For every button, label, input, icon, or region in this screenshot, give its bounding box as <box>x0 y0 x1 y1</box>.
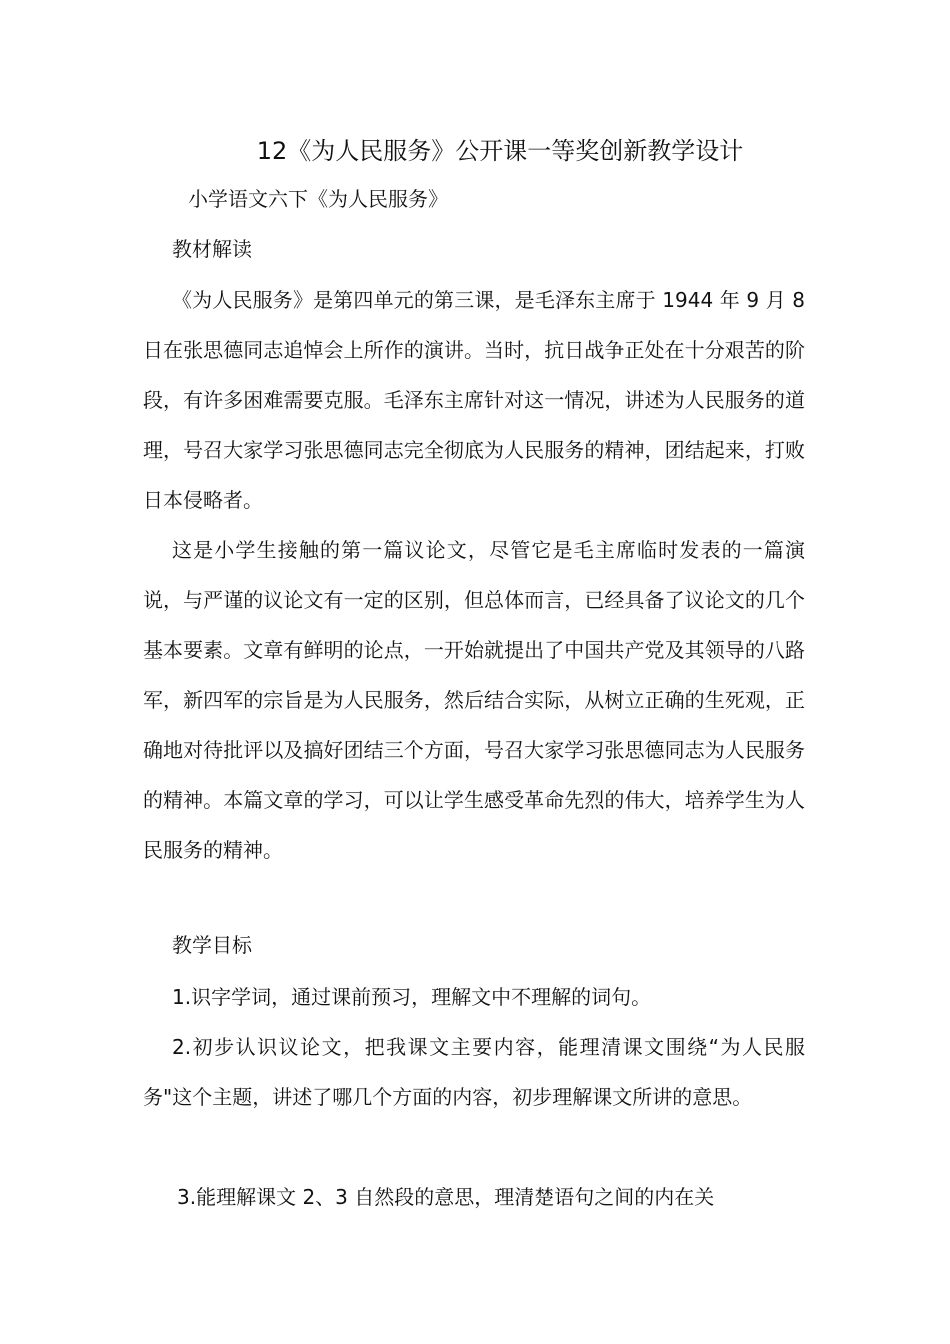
document-subtitle: 小学语文六下《为人民服务》 <box>188 187 448 211</box>
goal-item-2: 2.初步认识议论文，把我课文主要内容，能理清课文围绕“为人民服务"这个主题，讲述了哪几个方面的内容，初步理解课文所讲的意思。 <box>143 1035 805 1109</box>
material-paragraph-1: 《为人民服务》是第四单元的第三课，是毛泽东主席于 1944 年 9 月 8 日在张思德同志追悼会上所作的演讲。当时，抗日战争正处在十分艰苦的阶段，有许多困难需要克服。毛泽东主席针对这一情况，讲述为人民服务的道理，号召大家学习张思德同志完全彻底为人民服务的精神，团结起来，打败日本侵略者。 <box>143 288 805 512</box>
goal-item-1: 1.识字学词，通过课前预习，理解文中不理解的词句。 <box>172 985 652 1009</box>
material-paragraph-2: 这是小学生接触的第一篇议论文，尽管它是毛主席临时发表的一篇演说，与严谨的议论文有一定的区别，但总体而言，已经具备了议论文的几个基本要素。文章有鲜明的论点，一开始就提出了中国共产党及其领导的八路军，新四军的宗旨是为人民服务，然后结合实际，从树立正确的生死观，正确地对待批评以及搞好团结三个方面，号召大家学习张思德同志为人民服务的精神。本篇文章的学习，可以让学生感受革命先烈的伟大，培养学生为人民服务的精神。 <box>143 538 805 862</box>
section-heading-material: 教材解读 <box>172 237 252 261</box>
section-heading-goals: 教学目标 <box>172 933 252 957</box>
goal-item-3: 3.能理解课文 2、3 自然段的意思，理清楚语句之间的内在关 <box>177 1185 715 1209</box>
document-title: 12《为人民服务》公开课一等奖创新教学设计 <box>256 137 744 165</box>
